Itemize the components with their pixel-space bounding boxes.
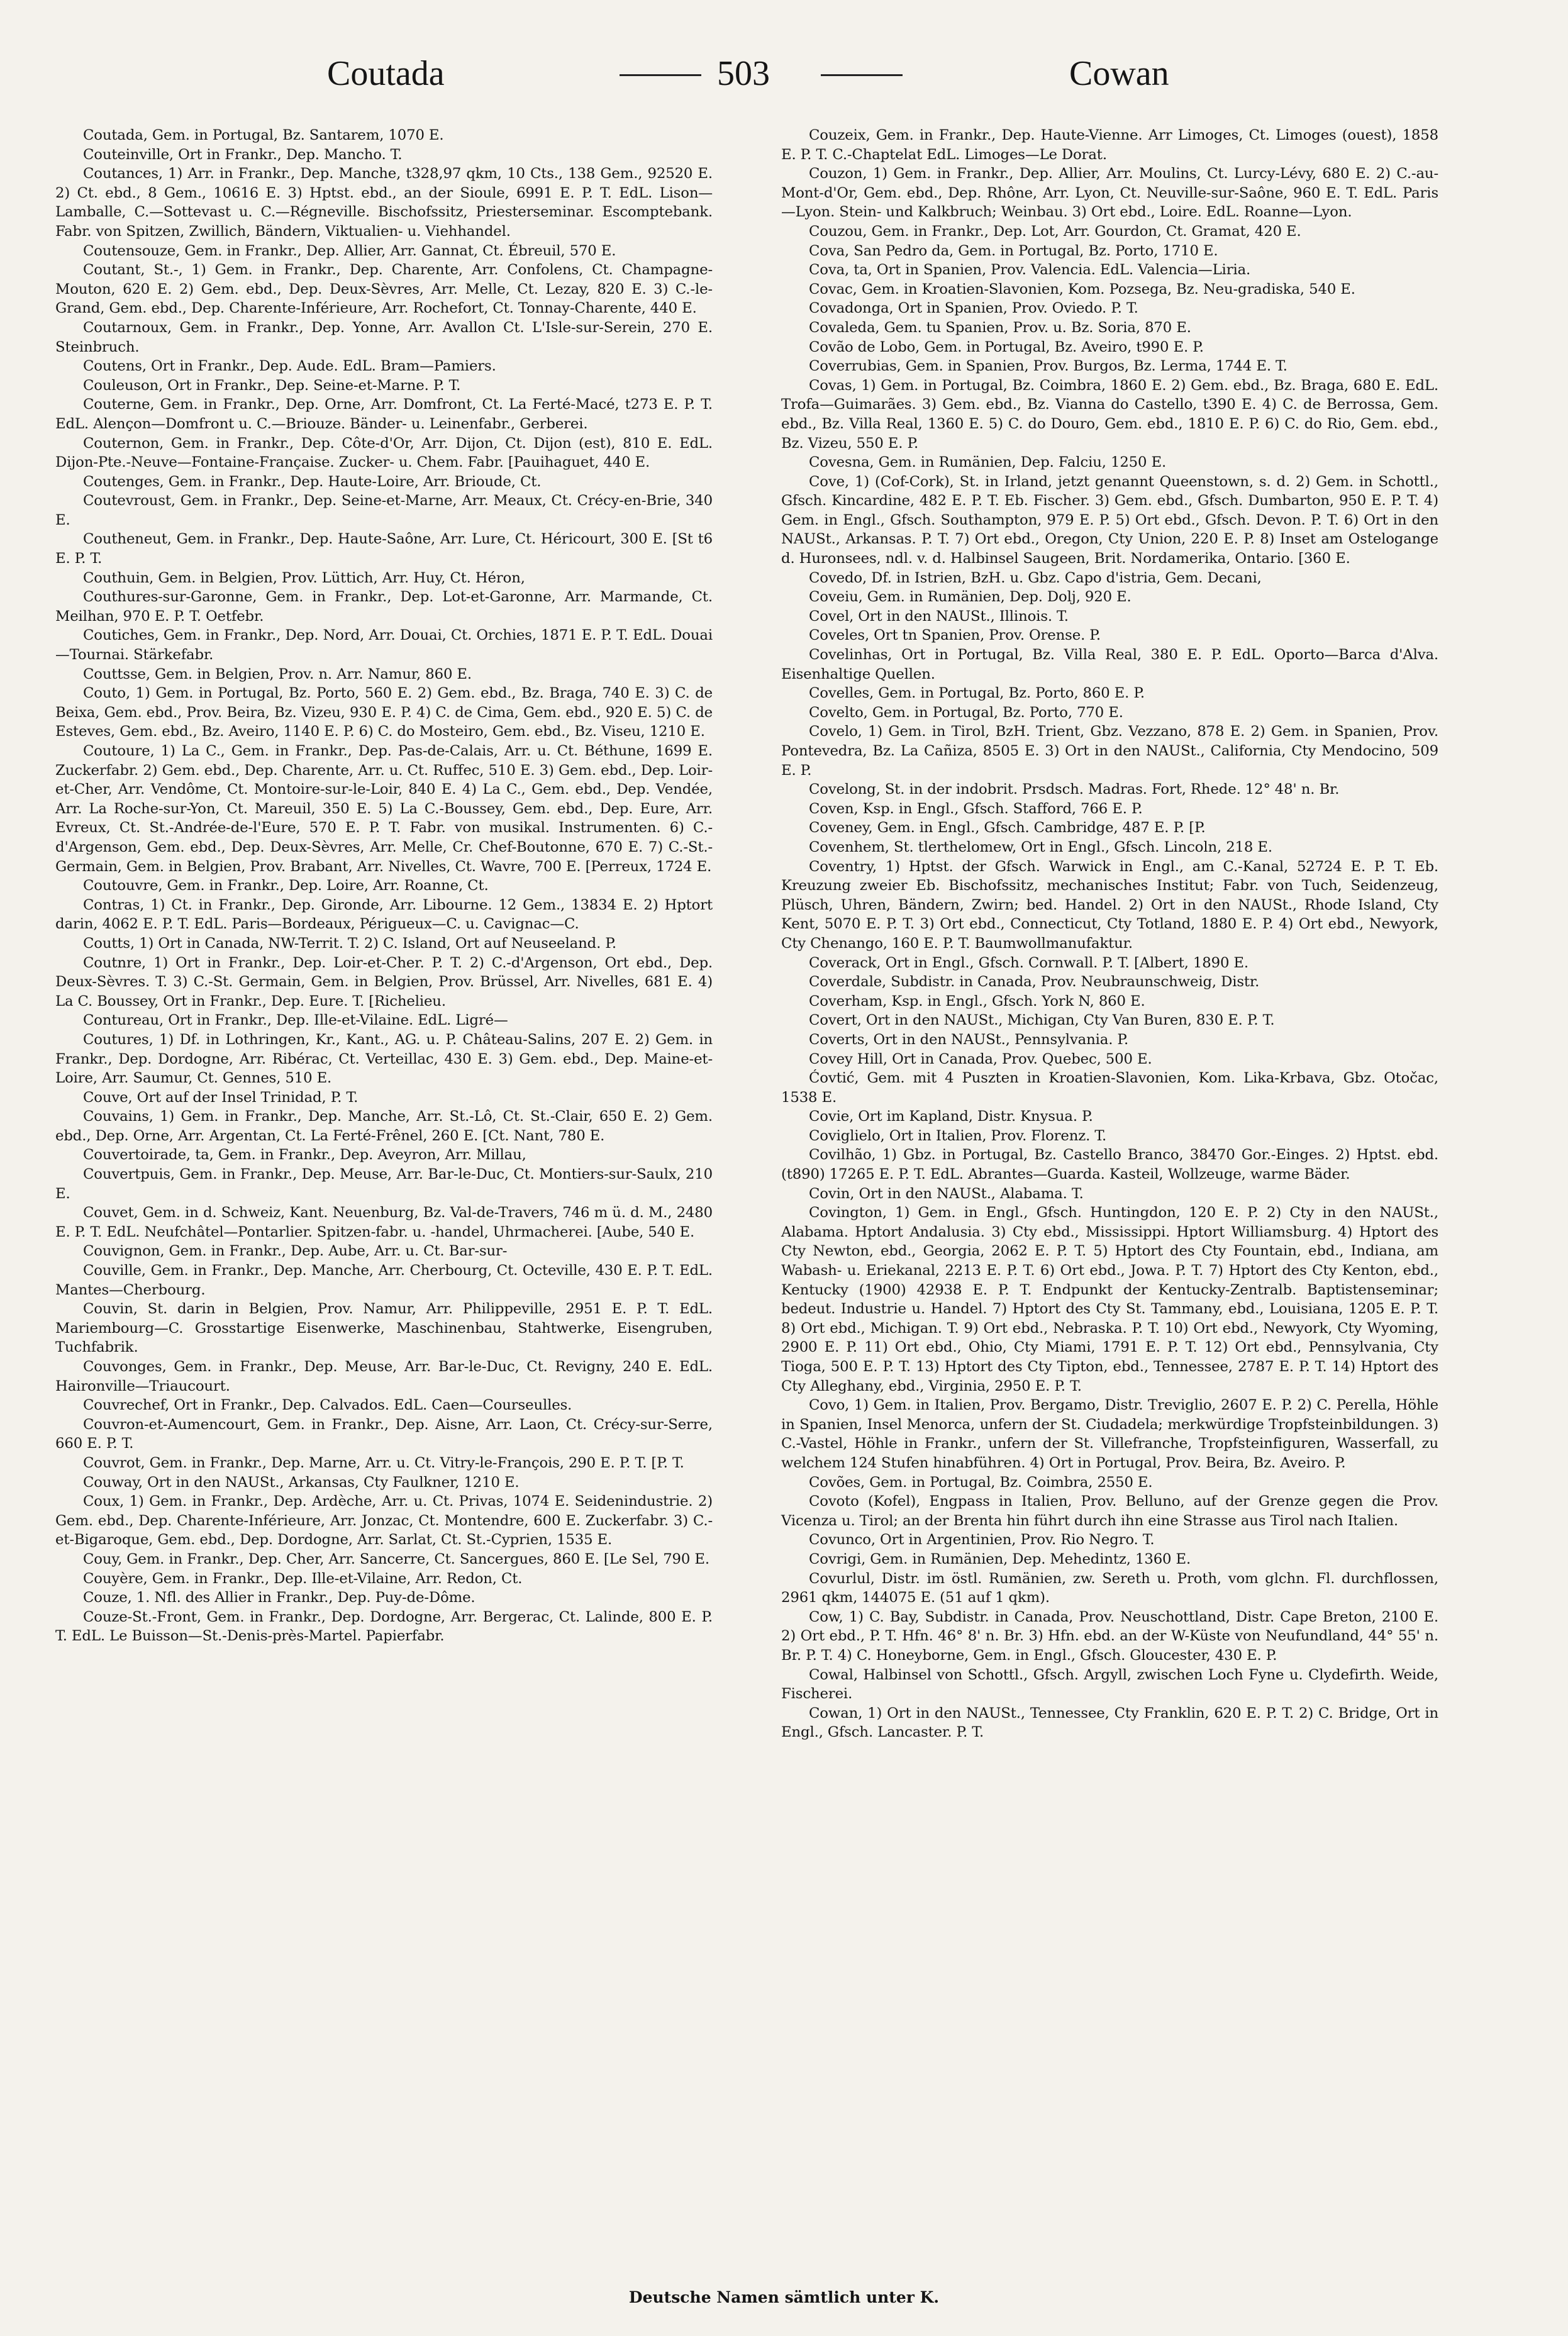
dictionary-entry: Covington, 1) Gem. in Engl., Gfsch. Huntingdon, 120 E. P. 2) Cty in den NAUSt., Alabama. Hptort Andalusia. 3) Cty ebd., Mississippi. Hptort Williamsburg. 4) Hptort des Cty Newton, ebd., Georgia, 2062 E. P. T. 5) Hptort des Cty Fountain, ebd., Indiana, am Wabash- u. Eriekanal, 2213 E. P. T. 6) Ort ebd., Jowa. P. T. 7) Hptort des Cty Kenton, ebd., Kentucky (1900) 42938 E. P. T. Endpunkt der Kentucky-Zentralb. Baptistenseminar; bedeut. Industrie u. Handel. 7) Hptort des Cty St. Tammany, ebd., Louisiana, 1205 E. P. T. 8) Ort ebd., Michigan. T. 9) Ort ebd., Nebraska. P. T. 10) Ort ebd., Newyork, Cty Wyoming, 2900 E. P. 11) Ort ebd., Ohio, Cty Miami, 1791 E. P. T. 12) Ort ebd., Pennsylvania, Cty Tioga, 500 E. P. T. 13) Hptort des Cty Tipton, ebd., Tennessee, 2787 E. P. T. 14) Hptort des Cty Alleghany, ebd., Virginia, 2950 E. P. T. — [781, 1204, 1438, 1394]
dictionary-entry: Covilhão, 1) Gbz. in Portugal, Bz. Castello Branco, 38470 Gor.-Einges. 2) Hptst. ebd. (t890) 17265 E. P. T. EdL. Abrantes—Guarda. Kasteil, Wollzeuge, warme Bäder. — [781, 1147, 1438, 1183]
dictionary-entry: Cova, ta, Ort in Spanien, Prov. Valencia. EdL. Valencia—Liria. — [809, 262, 1251, 279]
dictionary-entry: Couvonges, Gem. in Frankr., Dep. Meuse, Arr. Bar-le-Duc, Ct. Revigny, 240 E. EdL. Haironville—Triaucourt. — [55, 1359, 713, 1394]
dictionary-entry: Covas, 1) Gem. in Portugal, Bz. Coimbra, 1860 E. 2) Gem. ebd., Bz. Braga, 680 E. EdL. Trofa—Guimarães. 3) Gem. ebd., Bz. Vianna do Castello, t390 E. 4) C. de Berrossa, Gem. ebd., Bz. Villa Real, 1360 E. 5) C. do Douro, Gem. ebd., 1810 E. P. 6) C. do Rio, Gem. ebd., Bz. Vizeu, 550 E. P. — [781, 377, 1438, 452]
dictionary-entry: Couvertoirade, ta, Gem. in Frankr., Dep. Aveyron, Arr. Millau, — [83, 1147, 526, 1164]
dictionary-entry: Contureau, Ort in Frankr., Dep. Ille-et-Vilaine. EdL. Ligré— — [83, 1012, 508, 1029]
dictionary-entry: Coutheneut, Gem. in Frankr., Dep. Haute-Saône, Arr. Lure, Ct. Héricourt, 300 E. [St t6 E. P. T. — [55, 531, 713, 567]
dictionary-entry: Covo, 1) Gem. in Italien, Prov. Bergamo, Distr. Treviglio, 2607 E. P. 2) C. Perella, Höhle in Spanien, Insel Menorca, unfern der St. Ciudadela; merkwürdige Tropfsteinbildungen. 3) C.-Vastel, Höhle in Frankr., unfern der St. Villefranche, Tropfsteinfiguren, Wasserfall, zu welchem 124 Stufen hinabführen. 4) Ort in Portugal, Prov. Beira, Bz. Aveiro. P. — [781, 1397, 1438, 1471]
header-first-entry: Coutada — [327, 54, 445, 93]
dictionary-entry: Couway, Ort in den NAUSt., Arkansas, Cty Faulkner, 1210 E. — [83, 1474, 520, 1491]
dictionary-entry: Couthures-sur-Garonne, Gem. in Frankr., Dep. Lot-et-Garonne, Arr. Marmande, Ct. Meilhan, 970 E. P. T. Oetfebr. — [55, 589, 713, 625]
dictionary-entry: Coveney, Gem. in Engl., Gfsch. Cambridge, 487 E. P. [P. — [809, 820, 1206, 837]
dictionary-entry: Couvrot, Gem. in Frankr., Dep. Marne, Arr. u. Ct. Vitry-le-François, 290 E. P. T. [P. T. — [83, 1454, 684, 1471]
dictionary-entry: Coveiu, Gem. in Rumänien, Dep. Dolj, 920 E. — [809, 589, 1132, 606]
dictionary-entry: Covaleda, Gem. tu Spanien, Prov. u. Bz. Soria, 870 E. — [809, 319, 1191, 336]
dictionary-entry: Covrigi, Gem. in Rumänien, Dep. Mehedintz, 1360 E. — [809, 1550, 1191, 1567]
dictionary-entry: Cowal, Halbinsel von Schottl., Gfsch. Argyll, zwischen Loch Fyne u. Clydefirth. Weide, Fischerei. — [781, 1666, 1438, 1703]
header-dash-left — [620, 74, 701, 76]
dictionary-entry: Couvignon, Gem. in Frankr., Dep. Aube, Arr. u. Ct. Bar-sur- — [83, 1243, 508, 1260]
dictionary-entry: Couvin, St. darin in Belgien, Prov. Namur, Arr. Philippeville, 2951 E. P. T. EdL. Mariembourg—C. Grosstartige Eisenwerke, Maschinenbau, Stahtwerke, Eisengruben, Tuchfabrik. — [55, 1301, 713, 1356]
dictionary-entry: Couze, 1. Nfl. des Allier in Frankr., Dep. Puy-de-Dôme. — [83, 1589, 475, 1606]
dictionary-entry: Covert, Ort in den NAUSt., Michigan, Cty Van Buren, 830 E. P. T. — [809, 1012, 1275, 1029]
dictionary-entry: Covel, Ort in den NAUSt., Illinois. T. — [809, 608, 1069, 625]
dictionary-entry: Coutures, 1) Df. in Lothringen, Kr., Kant., AG. u. P. Château-Salins, 207 E. 2) Gem. in Frankr., Dep. Dordogne, Arr. Ribérac, Ct. Verteillac, 430 E. 3) Gem. ebd., Dep. Maine-et-Loire, Arr. Saumur, Ct. Gennes, 510 E. — [55, 1031, 713, 1087]
dictionary-entry: Coutts, 1) Ort in Canada, NW-Territ. T. 2) C. Island, Ort auf Neuseeland. P. — [83, 935, 616, 952]
dictionary-entry: Coutances, 1) Arr. in Frankr., Dep. Manche, t328,97 qkm, 10 Cts., 138 Gem., 92520 E. 2) Ct. ebd., 8 Gem., 10616 E. 3) Hptst. ebd., an der Sioule, 6991 E. P. T. EdL. Lison—Lamballe, C.—Sottevast u. C.—Régneville. Bischofssitz, Priesterseminar. Escomptebank. Fabr. von Spitzen, Zwillich, Bändern, Viktualien- u. Viehhandel. — [55, 165, 713, 240]
dictionary-entry: Covelong, St. in der indobrit. Prsdsch. Madras. Fort, Rhede. 12° 48' n. Br. — [809, 781, 1340, 798]
dictionary-entry: Covelto, Gem. in Portugal, Bz. Porto, 770 E. — [809, 704, 1123, 721]
dictionary-entry: Covões, Gem. in Portugal, Bz. Coimbra, 2550 E. — [809, 1474, 1153, 1491]
dictionary-entry: Coutenges, Gem. in Frankr., Dep. Haute-Loire, Arr. Brioude, Ct. — [83, 473, 542, 490]
header-last-entry: Cowan — [1069, 54, 1169, 93]
dictionary-entry: Covin, Ort in den NAUSt., Alabama. T. — [809, 1185, 1084, 1202]
dictionary-entry: Coverham, Ksp. in Engl., Gfsch. York N, 860 E. — [809, 993, 1145, 1009]
dictionary-entry: Couto, 1) Gem. in Portugal, Bz. Porto, 560 E. 2) Gem. ebd., Bz. Braga, 740 E. 3) C. de Beixa, Gem. ebd., Prov. Beira, Bz. Vizeu, 930 E. P. 4) C. de Cima, Gem. ebd., 920 E. 5) C. de Esteves, Gem. ebd., Bz. Aveiro, 1140 E. P. 6) C. do Mosteiro, Gem. ebd., Bz. Viseu, 1210 E. — [55, 685, 713, 740]
dictionary-entry: Coviglielo, Ort in Italien, Prov. Florenz. T. — [809, 1127, 1107, 1144]
dictionary-entry: Coutensouze, Gem. in Frankr., Dep. Allier, Arr. Gannat, Ct. Ébreuil, 570 E. — [83, 242, 616, 259]
dictionary-entry: Couville, Gem. in Frankr., Dep. Manche, Arr. Cherbourg, Ct. Octeville, 430 E. P. T. EdL. Mantes—Cherbourg. — [55, 1262, 713, 1298]
dictionary-entry: Covelo, 1) Gem. in Tirol, BzH. Trient, Gbz. Vezzano, 878 E. 2) Gem. in Spanien, Prov. Pontevedra, Bz. La Cañiza, 8505 E. 3) Ort in den NAUSt., California, Cty Mendocino, 509 E. P. — [781, 723, 1438, 779]
dictionary-entry: Couterne, Gem. in Frankr., Dep. Orne, Arr. Domfront, Ct. La Ferté-Macé, t273 E. P. T. EdL. Alençon—Domfront u. C.—Briouze. Bänder- u. Leinenfabr., Gerberei. — [55, 396, 713, 432]
dictionary-entry: Couvron-et-Aumencourt, Gem. in Frankr., Dep. Aisne, Arr. Laon, Ct. Crécy-sur-Serre, 660 E. P. T. — [55, 1416, 713, 1452]
dictionary-entry: Covac, Gem. in Kroatien-Slavonien, Kom. Pozsega, Bz. Neu-gradiska, 540 E. — [809, 281, 1355, 298]
dictionary-entry: Covey Hill, Ort in Canada, Prov. Quebec, 500 E. — [809, 1050, 1152, 1067]
dictionary-entry: Coutoure, 1) La C., Gem. in Frankr., Dep. Pas-de-Calais, Arr. u. Ct. Béthune, 1699 E. Zuckerfabr. 2) Gem. ebd., Dep. Charente, Arr. u. Ct. Ruffec, 510 E. 3) Gem. ebd., Dep. Loir-et-Cher, Arr. Vendôme, Ct. Montoire-sur-le-Loir, 840 E. 4) La C., Gem. ebd., Dep. Vendée, Arr. La Roche-sur-Yon, Ct. Mareuil, 350 E. 5) La C.-Boussey, Gem. ebd., Dep. Eure, Arr. Evreux, Ct. St.-Andrée-de-l'Eure, 570 E. P. T. Fabr. von musikal. Instrumenten. 6) C.-d'Argenson, Gem. ebd., Dep. Deux-Sèvres, Arr. Melle, Cr. Chef-Boutonne, 670 E. 7) C.-St.-Germain, Gem. in Belgien, Prov. Brabant, Arr. Nivelles, Ct. Wavre, 700 E. [Perreux, 1724 E. — [55, 743, 713, 875]
dictionary-entry: Covelinhas, Ort in Portugal, Bz. Villa Real, 380 E. P. EdL. Oporto—Barca d'Alva. Eisenhaltige Quellen. — [781, 647, 1438, 682]
header-dash-right — [821, 74, 903, 76]
dictionary-entry: Contras, 1) Ct. in Frankr., Dep. Gironde, Arr. Libourne. 12 Gem., 13834 E. 2) Hptort darin, 4062 E. P. T. EdL. Paris—Bordeaux, Périgueux—C. u. Cavignac—C. — [55, 896, 713, 933]
dictionary-entry: Coutens, Ort in Frankr., Dep. Aude. EdL. Bram—Pamiers. — [83, 358, 496, 375]
dictionary-entry: Coutada, Gem. in Portugal, Bz. Santarem, 1070 E. — [83, 127, 444, 143]
dictionary-entry: Couzeix, Gem. in Frankr., Dep. Haute-Vienne. Arr Limoges, Ct. Limoges (ouest), 1858 E. P. T. C.-Chaptelat EdL. Limoges—Le Dorat. — [781, 127, 1438, 163]
dictionary-entry: Cow, 1) C. Bay, Subdistr. in Canada, Prov. Neuschottland, Distr. Cape Breton, 2100 E. 2) Ort ebd., P. T. Hfn. 46° 8' n. Br. 3) Hfn. ebd. an der W-Küste von Neufundland, 44° 55' n. Br. P. T. 4) C. Honeyborne, Gem. in Engl., Gfsch. Gloucester, 430 E. P. — [781, 1608, 1438, 1664]
dictionary-entry: Ćovtić, Gem. mit 4 Puszten in Kroatien-Slavonien, Kom. Lika-Krbava, Gbz. Otočac, 1538 E. — [781, 1070, 1438, 1106]
dictionary-entry: Couteinville, Ort in Frankr., Dep. Mancho. T. — [83, 146, 403, 163]
dictionary-entry: Coverts, Ort in den NAUSt., Pennsylvania. P. — [809, 1031, 1129, 1048]
dictionary-entry: Coux, 1) Gem. in Frankr., Dep. Ardèche, Arr. u. Ct. Privas, 1074 E. Seidenindustrie. 2) Gem. ebd., Dep. Charente-Inférieure, Arr. Jonzac, Ct. Montendre, 600 E. Zuckerfabr. 3) C.-et-Bigaroque, Gem. ebd., Dep. Dordogne, Arr. Sarlat, Ct. St.-Cyprien, 1535 E. — [55, 1493, 713, 1549]
dictionary-entry: Coverack, Ort in Engl., Gfsch. Cornwall. P. T. [Albert, 1890 E. — [809, 954, 1249, 971]
dictionary-entry: Coutevroust, Gem. in Frankr., Dep. Seine-et-Marne, Arr. Meaux, Ct. Crécy-en-Brie, 340 E. — [55, 492, 713, 528]
dictionary-entry: Couvet, Gem. in d. Schweiz, Kant. Neuenburg, Bz. Val-de-Travers, 746 m ü. d. M., 2480 E. P. T. EdL. Neufchâtel—Pontarlier. Spitzen-fabr. u. -handel, Uhrmacherei. [Aube, 540 E. — [55, 1204, 713, 1240]
dictionary-entry: Covunco, Ort in Argentinien, Prov. Rio Negro. T. — [809, 1532, 1155, 1549]
dictionary-entry: Couy, Gem. in Frankr., Dep. Cher, Arr. Sancerre, Ct. Sancergues, 860 E. [Le Sel, 790 E. — [83, 1550, 709, 1567]
right-column — [781, 126, 1438, 1742]
dictionary-entry: Coverrubias, Gem. in Spanien, Prov. Burgos, Bz. Lerma, 1744 E. T. — [809, 358, 1287, 375]
dictionary-entry: Cove, 1) (Cof-Cork), St. in Irland, jetzt genannt Queenstown, s. d. 2) Gem. in Schottl., Gfsch. Kincardine, 482 E. P. T. Eb. Fischer. 3) Gem. ebd., Gfsch. Dumbarton, 950 E. P. T. 4) Gem. in Engl., Gfsch. Southampton, 979 E. P. 5) Ort ebd., Gfsch. Devon. P. T. 6) Ort in den NAUSt., Arkansas. P. T. 7) Ort ebd., Oregon, Cty Union, 220 E. P. 8) Inset am Ostelogange d. Huronsees, ndl. v. d. Halbinsel Saugeen, Brit. Nordamerika, Ontario. [360 E. — [781, 473, 1438, 567]
dictionary-entry: Couvertpuis, Gem. in Frankr., Dep. Meuse, Arr. Bar-le-Duc, Ct. Montiers-sur-Saulx, 210 E. — [55, 1166, 713, 1202]
dictionary-entry: Coven, Ksp. in Engl., Gfsch. Stafford, 766 E. P. — [809, 800, 1143, 817]
dictionary-entry: Couyère, Gem. in Frankr., Dep. Ille-et-Vilaine, Arr. Redon, Ct. — [83, 1570, 523, 1587]
dictionary-entry: Cowan, 1) Ort in den NAUSt., Tennessee, Cty Franklin, 620 E. P. T. 2) C. Bridge, Ort in Engl., Gfsch. Lancaster. P. T. — [781, 1705, 1438, 1741]
dictionary-entry: Couthuin, Gem. in Belgien, Prov. Lüttich, Arr. Huy, Ct. Héron, — [83, 569, 525, 586]
dictionary-entry: Couzon, 1) Gem. in Frankr., Dep. Allier, Arr. Moulins, Ct. Lurcy-Lévy, 680 E. 2) C.-au-Mont-d'Or, Gem. ebd., Dep. Rhône, Arr. Lyon, Ct. Neuville-sur-Saône, 960 E. T. EdL. Paris—Lyon. Stein- und Kalkbruch; Weinbau. 3) Ort ebd., Loire. EdL. Roanne—Lyon. — [781, 165, 1438, 221]
dictionary-entry: Couvrechef, Ort in Frankr., Dep. Calvados. EdL. Caen—Courseulles. — [83, 1397, 572, 1414]
page-footer-note: Deutsche Namen sämtlich unter K. — [628, 2288, 940, 2306]
dictionary-entry: Covedo, Df. in Istrien, BzH. u. Gbz. Capo d'istria, Gem. Decani, — [809, 569, 1262, 586]
dictionary-entry: Coutiches, Gem. in Frankr., Dep. Nord, Arr. Douai, Ct. Orchies, 1871 E. P. T. EdL. Douai—Tournai. Stärkefabr. — [55, 627, 713, 664]
dictionary-entry: Coverdale, Subdistr. in Canada, Prov. Neubraunschweig, Distr. — [809, 974, 1260, 991]
dictionary-entry: Covie, Ort im Kapland, Distr. Knysua. P. — [809, 1108, 1093, 1125]
dictionary-entry: Coutnre, 1) Ort in Frankr., Dep. Loir-et-Cher. P. T. 2) C.-d'Argenson, Ort ebd., Dep. Deux-Sèvres. T. 3) C.-St. Germain, Gem. in Belgien, Prov. Brüssel, Arr. Nivelles, 681 E. 4) La C. Boussey, Ort in Frankr., Dep. Eure. T. [Richelieu. — [55, 954, 713, 1009]
dictionary-entry: Covão de Lobo, Gem. in Portugal, Bz. Aveiro, t990 E. P. — [809, 338, 1204, 355]
dictionary-entry: Covoto (Kofel), Engpass in Italien, Prov. Belluno, auf der Grenze gegen die Prov. Vicenza u. Tirol; an der Brenta hin führt durch ihn eine Strasse aus Tirol nach Italien. — [781, 1493, 1438, 1529]
dictionary-entry: Covadonga, Ort in Spanien, Prov. Oviedo. P. T. — [809, 300, 1138, 317]
dictionary-entry: Couttsse, Gem. in Belgien, Prov. n. Arr. Namur, 860 E. — [83, 665, 472, 682]
dictionary-entry: Covenhem, St. tlerthelomew, Ort in Engl., Gfsch. Lincoln, 218 E. — [809, 838, 1272, 855]
dictionary-entry: Couzou, Gem. in Frankr., Dep. Lot, Arr. Gourdon, Ct. Gramat, 420 E. — [809, 223, 1301, 240]
page-number: 503 — [717, 54, 770, 93]
dictionary-entry: Coventry, 1) Hptst. der Gfsch. Warwick in Engl., am C.-Kanal, 52724 E. P. T. Eb. Kreuzung zweier Eb. Bischofssitz, mechanisches Institut; Fabr. von Tuch, Seidenzeug, Plüsch, Uhren, Bändern, Zwirn; bed. Handel. 2) Ort in den NAUSt., Rhode Island, Cty Kent, 5070 E. P. T. 3) Ort ebd., Connecticut, Cty Totland, 1880 E. P. 4) Ort ebd., Newyork, Cty Chenango, 160 E. P. T. Baumwollmanufaktur. — [781, 858, 1438, 952]
dictionary-entry: Couve, Ort auf der Insel Trinidad, P. T. — [83, 1089, 359, 1106]
left-column — [55, 126, 713, 1646]
dictionary-entry: Covesna, Gem. in Rumänien, Dep. Falciu, 1250 E. — [809, 454, 1167, 471]
dictionary-entry: Cova, San Pedro da, Gem. in Portugal, Bz. Porto, 1710 E. — [809, 242, 1218, 259]
dictionary-entry: Covelles, Gem. in Portugal, Bz. Porto, 860 E. P. — [809, 685, 1145, 702]
dictionary-entry: Couze-St.-Front, Gem. in Frankr., Dep. Dordogne, Arr. Bergerac, Ct. Lalinde, 800 E. P. T. EdL. Le Buisson—St.-Denis-près-Martel. Papierfabr. — [55, 1608, 713, 1645]
dictionary-entry: Coutant, St.-, 1) Gem. in Frankr., Dep. Charente, Arr. Confolens, Ct. Champagne-Mouton, 620 E. 2) Gem. ebd., Dep. Deux-Sèvres, Arr. Melle, Ct. Lezay, 820 E. 3) C.-le-Grand, Gem. ebd., Dep. Charente-Inférieure, Arr. Rochefort, Ct. Tonnay-Charente, 440 E. — [55, 262, 713, 317]
dictionary-entry: Couleuson, Ort in Frankr., Dep. Seine-et-Marne. P. T. — [83, 377, 461, 394]
dictionary-entry: Coutouvre, Gem. in Frankr., Dep. Loire, Arr. Roanne, Ct. — [83, 877, 489, 894]
dictionary-entry: Coveles, Ort tn Spanien, Prov. Orense. P. — [809, 627, 1101, 644]
dictionary-entry: Couvains, 1) Gem. in Frankr., Dep. Manche, Arr. St.-Lô, Ct. St.-Clair, 650 E. 2) Gem. ebd., Dep. Orne, Arr. Argentan, Ct. La Ferté-Frênel, 260 E. [Ct. Nant, 780 E. — [55, 1108, 713, 1144]
page-header — [0, 52, 1568, 102]
dictionary-entry: Coutarnoux, Gem. in Frankr., Dep. Yonne, Arr. Avallon Ct. L'Isle-sur-Serein, 270 E. Steinbruch. — [55, 319, 713, 355]
dictionary-entry: Covurlul, Distr. im östl. Rumänien, zw. Sereth u. Proth, vom glchn. Fl. durchflossen, 2961 qkm, 144075 E. (51 auf 1 qkm). — [781, 1570, 1438, 1606]
dictionary-entry: Couternon, Gem. in Frankr., Dep. Côte-d'Or, Arr. Dijon, Ct. Dijon (est), 810 E. EdL. Dijon-Pte.-Neuve—Fontaine-Française. Zucker- u. Chem. Fabr. [Pauihaguet, 440 E. — [55, 435, 713, 471]
